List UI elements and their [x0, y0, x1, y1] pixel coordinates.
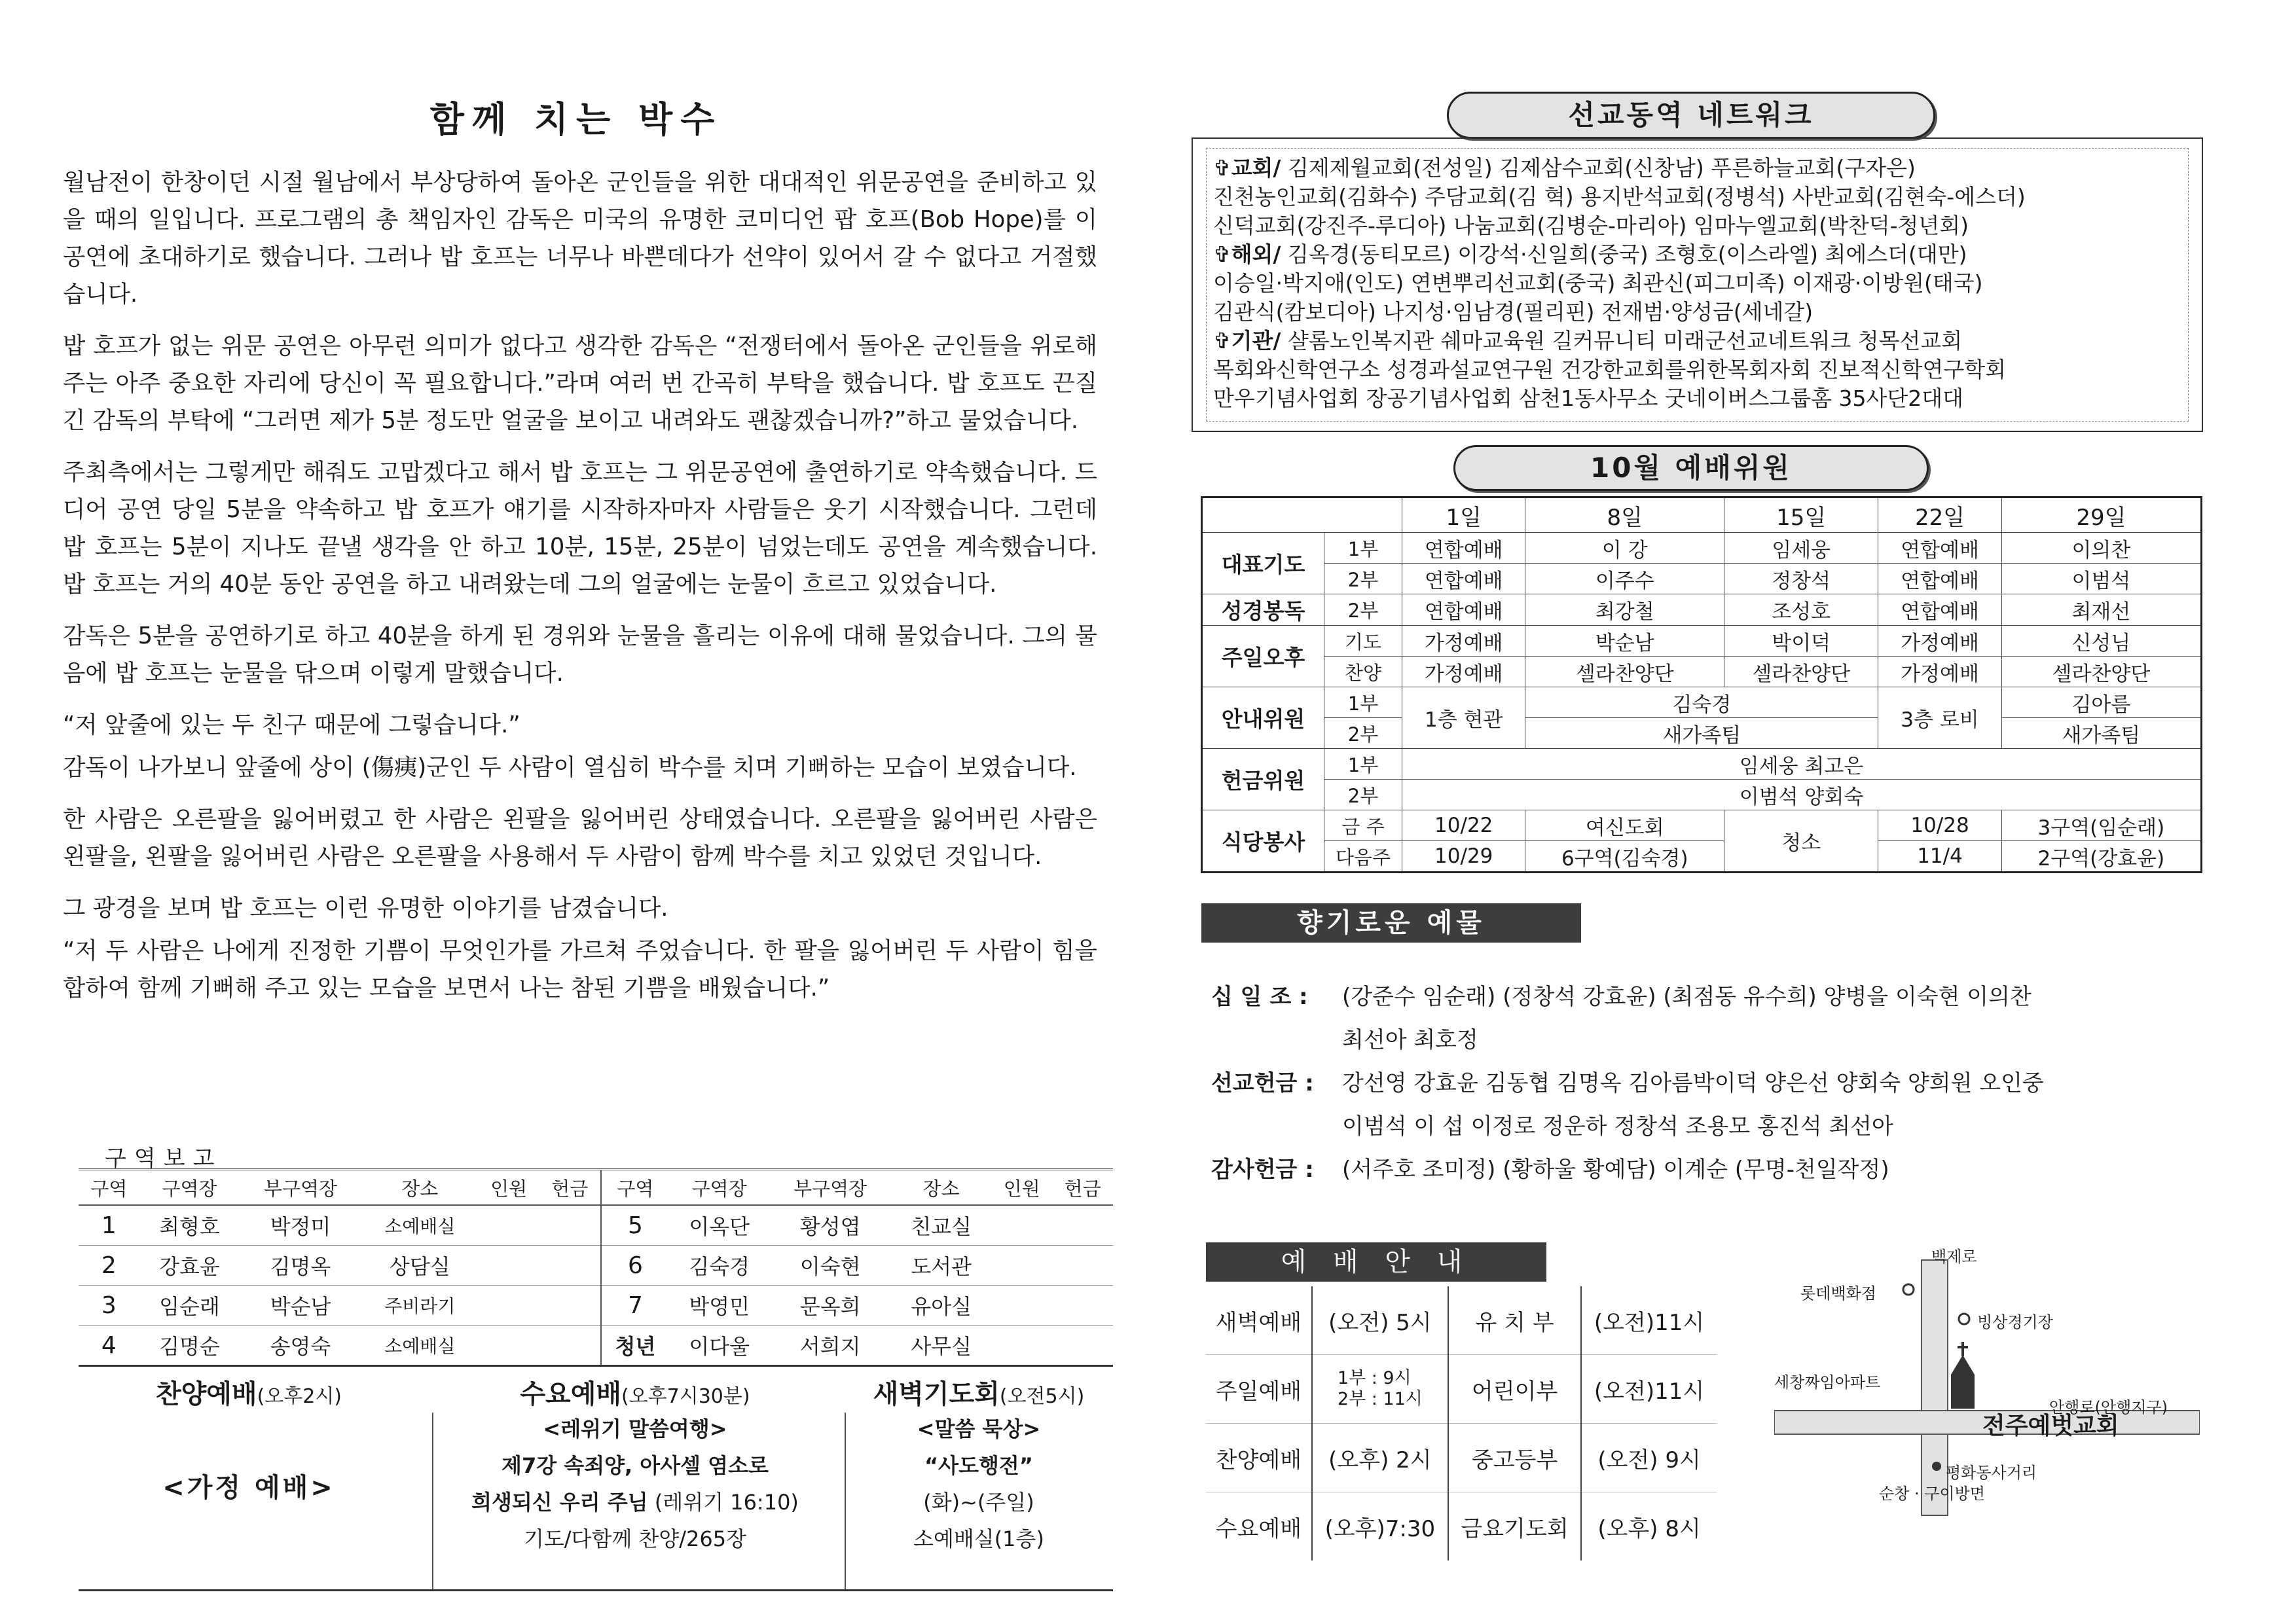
cell: 이숙현	[769, 1246, 890, 1286]
cell: 최강철	[1525, 594, 1724, 626]
table-row	[79, 1286, 1113, 1326]
network-text: 목회와신학연구소 성경과설교연구원 건강한교회를위한목회자회 진보적신학연구학회	[1213, 357, 2006, 382]
cell: 이범석 양회숙	[1402, 780, 2202, 810]
story-body	[63, 164, 1097, 1021]
cell	[539, 1326, 601, 1365]
category-cell: 식당봉사	[1202, 810, 1324, 873]
cell: 이범석	[2001, 564, 2201, 594]
category-cell: 안내위원	[1202, 687, 1324, 749]
tithe-row	[1211, 975, 2219, 1019]
column-header: 인원	[479, 1170, 539, 1206]
map-label: 순창 · 구이방면	[1879, 1485, 1985, 1503]
dawn-service	[845, 1367, 1113, 1589]
network-label: ✞해외/	[1213, 242, 1281, 267]
cell: (오전) 5시	[1312, 1286, 1448, 1355]
duty-title: 10월 예배위원	[1453, 445, 1929, 491]
cell: (오전)11시	[1581, 1355, 1717, 1424]
network-text: 만우기념사업회 장공기념사업회 삼천1동사무소 굿네이버스그룹홈 35사단2대대	[1213, 386, 1964, 411]
dawn-service-title	[845, 1373, 1113, 1411]
wednesday-line: 기도/다함께 찬양/265장	[523, 1526, 747, 1551]
network-row	[1213, 240, 2181, 269]
cell: 신성님	[2001, 626, 2201, 657]
table-row	[1206, 1355, 1717, 1424]
story-paragraph: 월남전이 한창이던 시절 월남에서 부상당하여 돌아온 군인들을 위한 대대적인 위문공연을 준비하고 있을 때의 일입니다. 프로그램의 총 책임자인 감독은 미국의 유명한 코미디언 팝 호프(Bob Hope)를 이 공연에 초대하기로 했습니다. 그러나 밥 호프는 너무나 바쁜데다가 선약이 있어서 갈 수 없다고 거절했습니다.	[63, 169, 1097, 308]
column-header: 부구역장	[240, 1170, 361, 1206]
cell: 임세웅 최고은	[1402, 749, 2202, 780]
cell: (오전)11시	[1581, 1286, 1717, 1355]
network-row	[1213, 269, 2181, 298]
cell: 3층 로비	[1878, 687, 2001, 749]
map-road-baekje	[1922, 1260, 1948, 1515]
mission-names: 강선영 강효윤 김동협 김명옥 김아름박이덕 양은선 양회숙 양희원 오인중	[1342, 1070, 2044, 1096]
cell: 연합예배	[1402, 564, 1525, 594]
cell: 연합예배	[1878, 564, 2001, 594]
cell	[991, 1246, 1052, 1286]
cell: 수요예배	[1206, 1492, 1312, 1561]
cell: 임순래	[139, 1286, 240, 1326]
thanks-row	[1211, 1148, 2219, 1191]
tithe-names: 최선아 최호정	[1342, 1027, 1478, 1053]
cell: 조성호	[1724, 594, 1878, 626]
story-paragraph: “저 두 사람은 나에게 진정한 기쁨이 무엇인가를 가르쳐 주었습니다. 한 팔을 잃어버린 두 사람이 힘을 합하여 함께 기뻐해 주고 있는 모습을 보면서 나는 참된 기쁨을 배웠습니다.”	[63, 937, 1097, 1001]
cell: 6구역(김숙경)	[1525, 841, 1724, 873]
story-paragraph: 밥 호프가 없는 위문 공연은 아무런 의미가 없다고 생각한 감독은 “전쟁터에서 돌아온 군인들을 위로해 주는 아주 중요한 자리에 당신이 꼭 필요합니다.”라며 여러 번 간곡히 부탁을 했습니다. 밥 호프도 끈질긴 감독의 부탁에 “그러면 제가 5분 정도만 얼굴을 보이고 내려와도 괜찮겠습니까?”하고 물었습니다.	[63, 333, 1097, 434]
cell: 서희지	[769, 1326, 890, 1365]
cell: 3구역(임순래)	[2001, 810, 2201, 841]
column-header: 부구역장	[769, 1170, 890, 1206]
category-cell: 성경봉독	[1202, 594, 1324, 626]
sub-cell: 1부	[1324, 687, 1402, 718]
table-header-row	[79, 1170, 1113, 1206]
thanks-names: (서주호 조미정) (황하울 황예담) 이계순 (무명-천일작정)	[1342, 1157, 1889, 1183]
column-header: 인원	[991, 1170, 1052, 1206]
wednesday-text: 희생되신 우리 주님	[471, 1490, 648, 1515]
story-paragraph: “저 앞줄에 있는 두 친구 때문에 그렇습니다.”	[63, 712, 520, 738]
cell: 박영민	[669, 1286, 770, 1326]
cell	[991, 1205, 1052, 1246]
cell: 이의찬	[2001, 533, 2201, 564]
cell: 중고등부	[1448, 1424, 1581, 1492]
cell: 1층 현관	[1402, 687, 1525, 749]
cell	[1052, 1286, 1113, 1326]
cell: 청년	[601, 1326, 669, 1365]
cell: 금요기도회	[1448, 1492, 1581, 1561]
services-box	[79, 1365, 1113, 1591]
cell: (오후) 8시	[1581, 1492, 1717, 1561]
sub-cell: 찬양	[1324, 657, 1402, 687]
corner-cell	[1202, 497, 1402, 533]
cell: 이옥단	[669, 1205, 770, 1246]
mission-label: 선교헌금 :	[1211, 1070, 1314, 1096]
cell	[539, 1246, 601, 1286]
network-label: ✞기관/	[1213, 328, 1281, 353]
table-row	[79, 1326, 1113, 1365]
cell: 친교실	[891, 1205, 992, 1246]
cell: 가정예배	[1402, 657, 1525, 687]
network-row	[1213, 384, 2181, 413]
cell: 문옥희	[769, 1286, 890, 1326]
dawn-line: (화)~(주일)	[923, 1490, 1034, 1515]
sub-cell: 2부	[1324, 780, 1402, 810]
map-label: 세창짜임아파트	[1774, 1373, 1881, 1392]
network-inner	[1206, 148, 2189, 422]
cell: 이다울	[669, 1326, 770, 1365]
sub-cell: 2부	[1324, 718, 1402, 749]
date-header: 8일	[1525, 497, 1724, 533]
cell	[479, 1205, 539, 1246]
sub-cell: 기도	[1324, 626, 1402, 657]
cell: 새가족팀	[1525, 718, 1878, 749]
sub-cell: 2부	[1324, 594, 1402, 626]
offerings-list	[1211, 975, 2219, 1191]
wednesday-line: 제7강 속죄양, 아사셀 염소로	[501, 1453, 769, 1478]
cell: 셀라찬양단	[2001, 657, 2201, 687]
cell: 유아실	[891, 1286, 992, 1326]
table-row	[1202, 626, 2202, 657]
dawn-line: 소예배실(1층)	[913, 1526, 1044, 1551]
cell: 2	[79, 1246, 139, 1286]
cell: 10/29	[1402, 841, 1525, 873]
wednesday-service	[432, 1367, 838, 1589]
table-row	[1202, 780, 2202, 810]
cell: 도서관	[891, 1246, 992, 1286]
dawn-title: 새벽기도회	[873, 1379, 1000, 1409]
praise-service-title	[79, 1373, 419, 1411]
dawn-line: <말씀 묵상>	[917, 1416, 1041, 1441]
cell: 김명옥	[240, 1246, 361, 1286]
cell: 셀라찬양단	[1525, 657, 1724, 687]
cell: 박순남	[240, 1286, 361, 1326]
date-header: 29일	[2001, 497, 2201, 533]
tithe-names: (강준수 임순래) (정창석 강효윤) (최점동 유수희) 양병을 이숙현 이의찬	[1342, 984, 2032, 1010]
cell: 가정예배	[1878, 626, 2001, 657]
cell: 유 치 부	[1475, 1309, 1554, 1336]
network-label: ✞교회/	[1213, 155, 1281, 181]
column-header: 장소	[361, 1170, 479, 1206]
cell: 여신도회	[1525, 810, 1724, 841]
praise-title: 찬양예배	[156, 1379, 257, 1409]
table-row	[1202, 594, 2202, 626]
cell: 김숙경	[669, 1246, 770, 1286]
cell	[1052, 1205, 1113, 1246]
table-header-row	[1202, 497, 2202, 533]
cell: 연합예배	[1402, 594, 1525, 626]
network-title: 선교동역 네트워크	[1447, 92, 1935, 139]
dawn-line: “사도행전”	[924, 1453, 1033, 1478]
praise-time: (오후2시)	[257, 1385, 342, 1408]
network-text: 샬롬노인복지관 쉐마교육원 길커뮤니티 미래군선교네트워크 청목선교회	[1281, 328, 1963, 353]
cell: 황성엽	[769, 1205, 890, 1246]
network-row	[1213, 298, 2181, 327]
story-title: 함께 치는 박수	[429, 99, 723, 140]
cell	[1052, 1246, 1113, 1286]
column-header: 헌금	[1052, 1170, 1113, 1206]
cell: 주비라기	[361, 1286, 479, 1326]
cell: 송영숙	[240, 1326, 361, 1365]
cell	[479, 1246, 539, 1286]
cell: 강효윤	[139, 1246, 240, 1286]
sub-cell: 1부	[1324, 533, 1402, 564]
map-label: 백제로	[1931, 1248, 1977, 1266]
network-row	[1213, 327, 2181, 355]
column-header: 구역장	[669, 1170, 770, 1206]
cell: 김명순	[139, 1326, 240, 1365]
thanks-label: 감사헌금 :	[1211, 1157, 1314, 1183]
cell: 7	[601, 1286, 669, 1326]
cell: 김숙경	[1525, 687, 1878, 718]
mission-names: 이범석 이 섭 이정로 정운하 정창석 조용모 홍진석 최선아	[1342, 1113, 1893, 1140]
cell	[479, 1286, 539, 1326]
column-header: 헌금	[539, 1170, 601, 1206]
column-header: 구역	[601, 1170, 669, 1206]
column-header: 장소	[891, 1170, 992, 1206]
cell: 이주수	[1525, 564, 1724, 594]
cell: 연합예배	[1878, 533, 2001, 564]
cell	[991, 1286, 1052, 1326]
right-page	[1165, 0, 2296, 1624]
cell: 주일예배	[1206, 1355, 1312, 1424]
table-row	[1202, 687, 2202, 718]
category-cell: 주일오후	[1202, 626, 1324, 687]
cell: (오후) 2시	[1312, 1424, 1448, 1492]
table-row	[79, 1205, 1113, 1246]
table-row	[1206, 1424, 1717, 1492]
cell	[1312, 1355, 1448, 1424]
table-row	[1202, 533, 2202, 564]
network-row	[1213, 154, 2181, 183]
column-header: 구역장	[139, 1170, 240, 1206]
sunday-time-2: 2부 : 11시	[1337, 1388, 1423, 1409]
map-label: 롯데백화점	[1800, 1284, 1876, 1303]
story-paragraph: 주최측에서는 그렇게만 해줘도 고맙겠다고 해서 밥 호프는 그 위문공연에 출연하기로 약속했습니다. 드디어 공연 당일 5분을 약속하고 밥 호프가 얘기를 시작하자마자 사람들은 웃기 시작했습니다. 그런데 밥 호프는 5분이 지나도 끝낼 생각을 안 하고 10분, 15분, 25분이 넘었는데도 공연을 계속했습니다. 밥 호프는 거의 40분 동안 공연을 하고 내려왔는데 그의 얼굴에는 눈물이 흐르고 있었습니다.	[63, 459, 1097, 598]
cell: 2구역(강효윤)	[2001, 841, 2201, 873]
date-header: 15일	[1724, 497, 1878, 533]
cell: 청소	[1724, 810, 1878, 873]
schedule-title: 예 배 안 내	[1206, 1242, 1546, 1282]
cell	[539, 1286, 601, 1326]
sunday-time-1: 1부 : 9시	[1337, 1367, 1412, 1388]
cell: 6	[601, 1246, 669, 1286]
network-row	[1213, 355, 2181, 384]
praise-service	[79, 1367, 419, 1589]
worship-schedule-table	[1206, 1286, 1717, 1561]
wednesday-time: (오후7시30분)	[621, 1385, 750, 1408]
table-row	[1206, 1286, 1717, 1355]
sunday-times	[1338, 1368, 1423, 1410]
category-cell: 헌금위원	[1202, 749, 1324, 810]
sub-cell: 1부	[1324, 749, 1402, 780]
cell: 소예배실	[361, 1205, 479, 1246]
cell	[1052, 1326, 1113, 1365]
network-row	[1213, 211, 2181, 240]
mission-network-box	[1192, 137, 2203, 432]
wednesday-ref: (레위기 16:10)	[647, 1490, 799, 1515]
cell: 11/4	[1878, 841, 2001, 873]
table-row	[1202, 657, 2202, 687]
cell: 3	[79, 1286, 139, 1326]
map-marker-crossroad	[1932, 1462, 1941, 1471]
cell: 찬양예배	[1206, 1424, 1312, 1492]
network-text: 김옥경(동티모르) 이강석·신일희(중국) 조형호(이스라엘) 최에스더(대만)	[1281, 242, 1967, 267]
cell: 정창석	[1724, 564, 1878, 594]
category-cell: 대표기도	[1202, 533, 1324, 594]
table-row	[1202, 810, 2202, 841]
report-title: 구역보고	[105, 1146, 223, 1172]
worship-duty-table	[1201, 496, 2202, 873]
cell: 새벽예배	[1215, 1309, 1302, 1336]
cell: 셀라찬양단	[1724, 657, 1878, 687]
network-text: 김제제월교회(전성일) 김제삼수교회(신창남) 푸른하늘교회(구자은)	[1281, 155, 1916, 181]
location-map	[1774, 1244, 2200, 1519]
offerings-title: 향기로운 예물	[1201, 903, 1581, 943]
cell: 박이덕	[1724, 626, 1878, 657]
district-report-table	[79, 1168, 1113, 1365]
wednesday-service-title	[432, 1373, 838, 1411]
date-header: 22일	[1878, 497, 2001, 533]
church-name: 전주예벗교회	[1982, 1413, 2119, 1439]
cell	[479, 1326, 539, 1365]
cell: 5	[601, 1205, 669, 1246]
cell: 연합예배	[1878, 594, 2001, 626]
cell: 연합예배	[1402, 533, 1525, 564]
cell: 가정예배	[1402, 626, 1525, 657]
cell: 상담실	[361, 1246, 479, 1286]
table-row	[79, 1246, 1113, 1286]
wednesday-line: <레위기 말씀여행>	[543, 1416, 727, 1441]
dawn-time: (오전5시)	[999, 1385, 1085, 1408]
story-paragraph: 한 사람은 오른팔을 잃어버렸고 한 사람은 왼팔을 잃어버린 상태였습니다. 오른팔을 잃어버린 사람은 왼팔을, 왼팔을 잃어버린 사람은 오른팔을 사용해서 두 사람이 함께 박수를 치고 있었던 것입니다.	[63, 806, 1097, 870]
network-row	[1213, 183, 2181, 211]
column-header: 구역	[79, 1170, 139, 1206]
network-text: 이승일·박지애(인도) 연변뿌리선교회(중국) 최관신(피그미족) 이재광·이방원(태국)	[1213, 270, 1983, 296]
mission-row	[1211, 1062, 2219, 1105]
cell	[539, 1205, 601, 1246]
cell: 최재선	[2001, 594, 2201, 626]
wednesday-line	[432, 1484, 838, 1521]
cell: 박순남	[1525, 626, 1724, 657]
cell: 1	[79, 1205, 139, 1246]
cell: 최형호	[139, 1205, 240, 1246]
praise-body: <가정 예배>	[162, 1473, 335, 1503]
cell: 10/28	[1878, 810, 2001, 841]
cell: (오전) 9시	[1581, 1424, 1717, 1492]
cell: 어린이부	[1448, 1355, 1581, 1424]
story-paragraph: 감독이 나가보니 앞줄에 상이 (傷痍)군인 두 사람이 열심히 박수를 치며 기뻐하는 모습이 보였습니다.	[63, 754, 1077, 781]
table-row	[1206, 1492, 1717, 1561]
map-label: 빙상경기장	[1977, 1313, 2053, 1331]
sub-cell: 2부	[1324, 564, 1402, 594]
cell: 사무실	[891, 1326, 992, 1365]
cell: 이 강	[1525, 533, 1724, 564]
table-row	[1202, 749, 2202, 780]
cell: 4	[79, 1326, 139, 1365]
network-text: 신덕교회(강진주-루디아) 나눔교회(김병순-마리아) 임마누엘교회(박찬덕-청년회)	[1213, 213, 1969, 238]
cell	[991, 1326, 1052, 1365]
sub-cell: 금 주	[1324, 810, 1402, 841]
map-label: 안행로(안행지구)	[2049, 1398, 2168, 1416]
cell: 소예배실	[361, 1326, 479, 1365]
table-row	[1202, 841, 2202, 873]
cell: 새가족팀	[2001, 718, 2201, 749]
cell: (오후)7:30	[1312, 1492, 1448, 1561]
table-row	[1202, 564, 2202, 594]
cell: 임세웅	[1724, 533, 1878, 564]
table-row	[1202, 718, 2202, 749]
network-text: 김관식(캄보디아) 나지성·임남경(필리핀) 전재범·양성금(세네갈)	[1213, 299, 1813, 325]
network-text: 진천농인교회(김화수) 주담교회(김 혁) 용지반석교회(정병석) 사반교회(김현숙-에스더)	[1213, 184, 2026, 209]
cell: 10/22	[1402, 810, 1525, 841]
wednesday-title: 수요예배	[520, 1379, 621, 1409]
map-label: 평화동사거리	[1946, 1464, 2037, 1482]
story-paragraph: 그 광경을 보며 밥 호프는 이런 유명한 이야기를 남겼습니다.	[63, 895, 668, 922]
sub-cell: 다음주	[1324, 841, 1402, 873]
date-header: 1일	[1402, 497, 1525, 533]
cell: 김아름	[2001, 687, 2201, 718]
cell: 박정미	[240, 1205, 361, 1246]
cell: 가정예배	[1878, 657, 2001, 687]
story-paragraph: 감독은 5분을 공연하기로 하고 40분을 하게 된 경위와 눈물을 흘리는 이유에 대해 물었습니다. 그의 물음에 밥 호프는 눈물을 닦으며 이렇게 말했습니다.	[63, 623, 1097, 687]
tithe-label: 십 일 조 :	[1211, 984, 1308, 1010]
